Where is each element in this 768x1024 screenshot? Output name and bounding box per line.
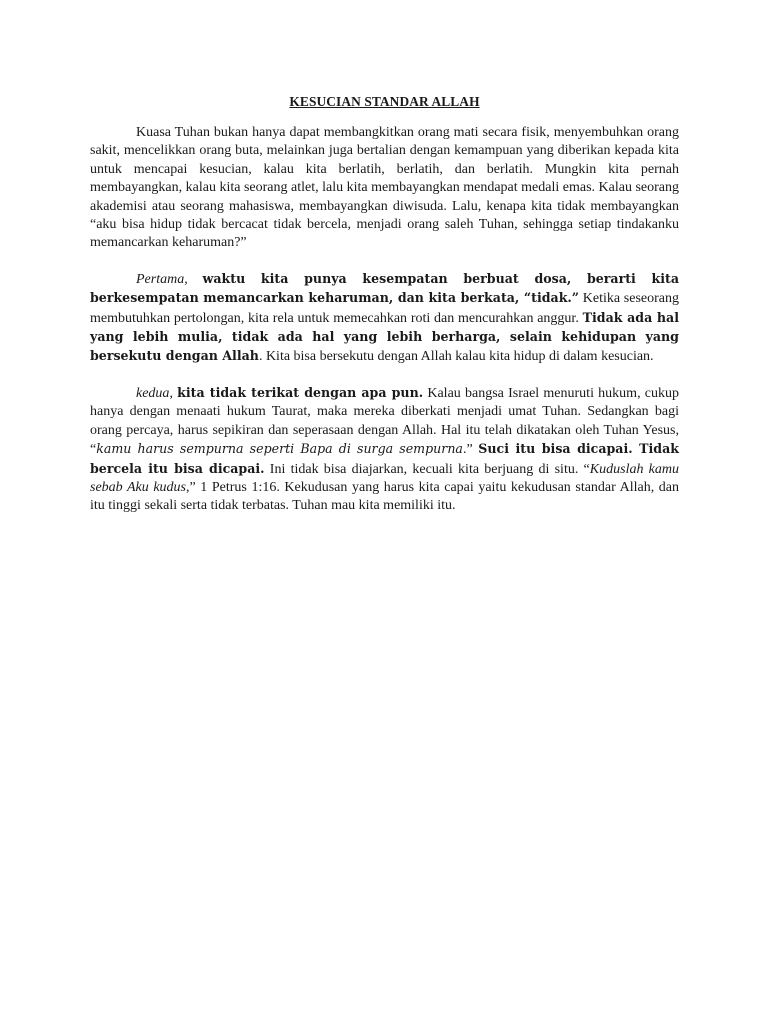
document-title: KESUCIAN STANDAR ALLAH <box>289 94 480 109</box>
document-body <box>90 124 679 516</box>
text-segment: Tidak ada hal yang lebih mulia, tidak ada hal yang lebih berharga, selain kehidupan yang bersekutu dengan Allah <box>90 309 680 364</box>
text-segment: Suci itu bisa dicapai. Tidak bercela itu bisa dicapai. <box>90 441 679 476</box>
text-segment: Pertama, <box>136 271 188 287</box>
text-segment: kamu harus sempurna seperti Bapa di surga sempurna <box>96 441 463 457</box>
text-segment: kedua <box>136 385 170 401</box>
paragraph <box>90 270 679 367</box>
text-segment: .” <box>462 442 479 458</box>
text-segment: Kuduslah kamu sebab Aku kudus <box>90 461 680 495</box>
text-segment: Kalau bangsa Israel menuruti hukum, cukup hanya dengan menaati hukum Taurat, maka mereka diberkati menjadi umat Tuhan. Sedangkan bagi orang percaya, harus sepikiran dan seperasaan dengan Allah. Hal itu telah dikatakan oleh Tuhan Yesus, “ <box>90 385 679 458</box>
paragraph <box>90 384 679 516</box>
text-segment: Ketika seseorang membutuhkan pertolongan, kita rela untuk memecahkan roti dan mencurahkan anggur. <box>90 291 679 326</box>
text-segment <box>188 272 203 287</box>
paragraph <box>90 124 679 253</box>
text-segment: . Kita bisa bersekutu dengan Allah kalau kita hidup di dalam kesucian. <box>258 349 654 365</box>
text-segment: ,” 1 Petrus 1:16. Kekudusan yang harus kita capai yaitu kekudusan standar Allah, dan itu tinggi sekali serta tidak terbatas. Tuhan mau kita memiliki itu. <box>90 479 679 514</box>
document-page <box>90 93 679 533</box>
text-segment: kita tidak terikat dengan apa pun. <box>177 384 424 400</box>
text-segment: Ini tidak bisa diajarkan, kecuali kita berjuang di situ. “ <box>264 461 590 477</box>
text-segment: , <box>169 385 178 401</box>
text-segment: waktu kita punya kesempatan berbuat dosa, berarti kita berkesempatan memancarkan keharuman, dan kita berkata, “tidak.” <box>90 270 680 306</box>
text-segment: Kuasa Tuhan bukan hanya dapat membangkitkan orang mati secara fisik, menyembuhkan orang sakit, mencelikkan orang buta, melainkan juga bertalian dengan kemampuan yang diberikan kepada kita untuk mencapai kesucian, kalau kita berlatih, berlatih, dan berlatih. Mungkin kita pernah membayangkan, kalau kita seorang atlet, lalu kita membayangkan mendapat medali emas. Kalau seorang akademisi atau seorang mahasiswa, membayangkan diwisuda. Lalu, kenapa kita tidak membayangkan “aku bisa hidup tidak bercacat tidak bercela, menjadi orang saleh Tuhan, sehingga setiap tindakanku memancarkan keharuman?” <box>90 125 679 251</box>
